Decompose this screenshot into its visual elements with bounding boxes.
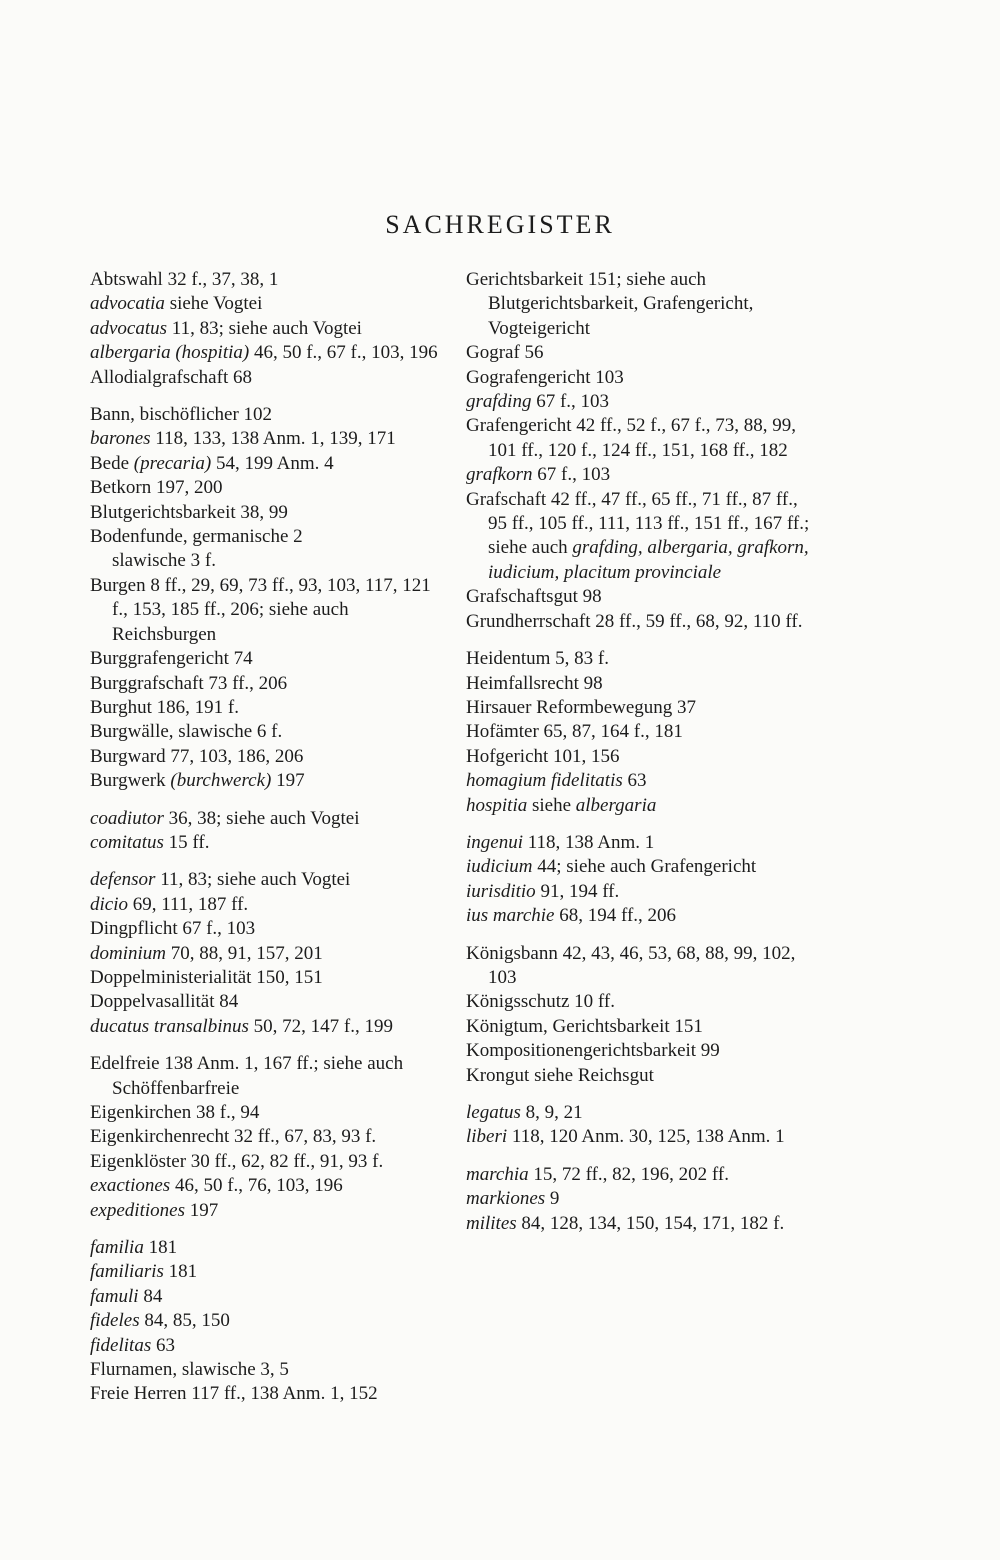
section-gap — [466, 929, 814, 942]
index-entry: Burgwerk (burchwerck) 197 — [90, 770, 305, 792]
index-term-italic: exactiones — [90, 1175, 171, 1197]
index-entry: defensor 11, 83; siehe auch Vogtei — [90, 869, 351, 891]
index-entry: slawische 3 f. — [112, 550, 216, 572]
index-term-italic: ducatus transalbinus — [90, 1015, 249, 1037]
index-column-left — [90, 268, 440, 1407]
index-entry: homagium fidelitatis 63 — [466, 770, 647, 792]
section-gap — [466, 634, 814, 647]
index-entry: grafkorn 67 f., 103 — [466, 464, 611, 486]
index-entry: Abtswahl 32 f., 37, 38, 1 — [90, 269, 279, 290]
section-gap — [90, 390, 440, 403]
index-term-italic: albergaria — [575, 794, 657, 816]
index-entry: Allodialgrafschaft 68 — [90, 366, 252, 388]
index-term-italic: barones — [90, 428, 151, 450]
index-entry: Grafschaft 42 ff., 47 ff., 65 ff., 71 ff., 87 ff., 95 ff., 105 ff., 111, 113 ff., 151 ff., 167 ff.; siehe auch grafding, albergaria, grafkorn, iudicium, placitum provinciale — [466, 488, 810, 583]
index-term-italic: iudicium — [466, 856, 533, 878]
index-entry: Königtum, Gerichtsbarkeit 151 — [466, 1015, 703, 1037]
index-term-italic: coadiutor — [90, 807, 164, 829]
section-gap — [90, 1039, 440, 1052]
index-term-italic: fideles — [90, 1310, 140, 1332]
index-term-italic: milites — [466, 1212, 517, 1234]
index-term-italic: (precaria) — [133, 452, 212, 474]
section-gap — [90, 794, 440, 807]
index-entry: coadiutor 36, 38; siehe auch Vogtei — [90, 807, 360, 829]
index-entry: Dingpflicht 67 f., 103 — [90, 918, 256, 940]
index-entry: Eigenkirchen 38 f., 94 — [90, 1102, 260, 1123]
index-entry: Heimfallsrecht 98 — [466, 672, 603, 694]
index-entry: legatus 8, 9, 21 — [466, 1102, 583, 1123]
index-entry: Blutgerichtsbarkeit 38, 99 — [90, 501, 288, 523]
index-entry: advocatus 11, 83; siehe auch Vogtei — [90, 317, 362, 339]
index-entry: Königsschutz 10 ff. — [466, 991, 615, 1013]
index-entry: Flurnamen, slawische 3, 5 — [90, 1359, 289, 1381]
index-entry: dominium 70, 88, 91, 157, 201 — [90, 942, 323, 964]
index-entry: Burggrafengericht 74 — [90, 648, 253, 670]
index-entry: Königsbann 42, 43, 46, 53, 68, 88, 99, 102, 103 — [466, 942, 796, 988]
index-column-right — [466, 268, 814, 1236]
page-title: SACHREGISTER — [385, 210, 615, 239]
index-term-italic: grafding — [466, 391, 532, 413]
index-entry: familia 181 — [90, 1237, 178, 1259]
index-entry: famuli 84 — [90, 1285, 163, 1307]
index-entry: Hirsauer Reformbewegung 37 — [466, 696, 697, 718]
index-term-italic: advocatus — [90, 317, 168, 339]
index-entry: Bann, bischöflicher 102 — [90, 404, 273, 426]
section-gap — [90, 855, 440, 868]
index-entry: ius marchie 68, 194 ff., 206 — [466, 905, 677, 927]
index-term-italic: fidelitas — [90, 1334, 152, 1356]
index-entry: Edelfreie 138 Anm. 1, 167 ff.; siehe auch Schöffenbarfreie — [90, 1053, 404, 1099]
index-term-italic: albergaria (hospitia) — [90, 342, 250, 364]
index-entry: Doppelministerialität 150, 151 — [90, 966, 323, 988]
section-gap — [90, 1223, 440, 1236]
index-entry: Eigenklöster 30 ff., 62, 82 ff., 91, 93 f. — [90, 1150, 384, 1172]
index-term-italic: marchia — [466, 1163, 529, 1185]
index-term-italic: homagium fidelitatis — [466, 770, 623, 792]
index-entry: grafding 67 f., 103 — [466, 391, 610, 413]
index-entry: iudicium 44; siehe auch Grafengericht — [466, 856, 757, 878]
index-term-italic: grafding, albergaria, grafkorn, iudicium, placitum provinciale — [488, 537, 809, 583]
index-entry: Burggrafschaft 73 ff., 206 — [90, 672, 288, 694]
index-entry: Grafengericht 42 ff., 52 f., 67 f., 73, 88, 99, 101 ff., 120 f., 124 ff., 151, 168 ff., 182 — [466, 415, 796, 461]
index-entry: markiones 9 — [466, 1188, 560, 1210]
index-term-italic: famuli — [90, 1285, 139, 1307]
index-term-italic: markiones — [466, 1188, 546, 1210]
index-term-italic: (burchwerck) — [170, 770, 272, 792]
index-entry: ingenui 118, 138 Anm. 1 — [466, 831, 655, 853]
index-entry: Grundherrschaft 28 ff., 59 ff., 68, 92, 110 ff. — [466, 610, 803, 632]
index-entry: familiaris 181 — [90, 1261, 198, 1283]
index-term-italic: expeditiones — [90, 1199, 185, 1221]
index-term-italic: legatus — [466, 1102, 521, 1123]
index-term-italic: comitatus — [90, 831, 164, 853]
index-entry: Freie Herren 117 ff., 138 Anm. 1, 152 — [90, 1383, 378, 1405]
index-entry: Gografengericht 103 — [466, 366, 624, 388]
index-term-italic: ius marchie — [466, 905, 555, 927]
index-term-italic: defensor — [90, 869, 156, 891]
index-entry: hospitia siehe albergaria — [466, 794, 657, 816]
index-entry: Grafschaftsgut 98 — [466, 586, 602, 608]
index-entry: Burghut 186, 191 f. — [90, 696, 240, 718]
index-entry: fideles 84, 85, 150 — [90, 1310, 230, 1332]
index-entry: liberi 118, 120 Anm. 30, 125, 138 Anm. 1 — [466, 1126, 785, 1148]
index-entry: Burgwälle, slawische 6 f. — [90, 721, 283, 743]
index-entry: fidelitas 63 — [90, 1334, 175, 1356]
index-entry: Betkorn 197, 200 — [90, 477, 223, 499]
index-entry: Eigenkirchenrecht 32 ff., 67, 83, 93 f. — [90, 1126, 377, 1148]
index-entry: milites 84, 128, 134, 150, 154, 171, 182 f. — [466, 1212, 785, 1234]
index-entry: Gerichtsbarkeit 151; siehe auch Blutgerichtsbarkeit, Grafengericht, Vogteigericht — [466, 269, 754, 339]
index-entry: Kompositionengerichtsbarkeit 99 — [466, 1040, 720, 1062]
index-term-italic: hospitia — [466, 794, 528, 816]
section-gap — [466, 818, 814, 831]
index-entry: advocatia siehe Vogtei — [90, 293, 263, 315]
index-entry: Bodenfunde, germanische 2 — [90, 526, 303, 548]
index-term-italic: ingenui — [466, 831, 523, 853]
index-term-italic: liberi — [466, 1126, 508, 1148]
index-term-italic: dicio — [90, 893, 128, 915]
index-term-italic: advocatia — [90, 293, 165, 315]
index-entry: Hofgericht 101, 156 — [466, 745, 620, 767]
index-entry: marchia 15, 72 ff., 82, 196, 202 ff. — [466, 1163, 729, 1185]
index-entry: albergaria (hospitia) 46, 50 f., 67 f., 103, 196 — [90, 342, 438, 364]
index-term-italic: familia — [90, 1237, 144, 1259]
index-entry: Heidentum 5, 83 f. — [466, 648, 610, 670]
index-entry: iurisditio 91, 194 ff. — [466, 880, 620, 902]
section-gap — [466, 1150, 814, 1163]
index-entry: expeditiones 197 — [90, 1199, 219, 1221]
index-entry: comitatus 15 ff. — [90, 831, 210, 853]
index-entry: Doppelvasallität 84 — [90, 991, 239, 1013]
index-entry: Krongut siehe Reichsgut — [466, 1064, 654, 1086]
section-gap — [466, 1088, 814, 1101]
index-entry: barones 118, 133, 138 Anm. 1, 139, 171 — [90, 428, 396, 450]
index-entry: Bede (precaria) 54, 199 Anm. 4 — [90, 452, 334, 474]
index-entry: ducatus transalbinus 50, 72, 147 f., 199 — [90, 1015, 393, 1037]
index-term-italic: iurisditio — [466, 880, 536, 902]
index-entry: Gograf 56 — [466, 342, 544, 364]
index-term-italic: grafkorn — [466, 464, 533, 486]
index-entry: exactiones 46, 50 f., 76, 103, 196 — [90, 1175, 343, 1197]
index-entry: Burgward 77, 103, 186, 206 — [90, 745, 304, 767]
index-entry: Hofämter 65, 87, 164 f., 181 — [466, 721, 683, 743]
index-entry: dicio 69, 111, 187 ff. — [90, 893, 249, 915]
index-term-italic: dominium — [90, 942, 166, 964]
index-entry: Burgen 8 ff., 29, 69, 73 ff., 93, 103, 117, 121 f., 153, 185 ff., 206; siehe auch Reichsburgen — [90, 574, 431, 645]
index-term-italic: familiaris — [90, 1261, 164, 1283]
